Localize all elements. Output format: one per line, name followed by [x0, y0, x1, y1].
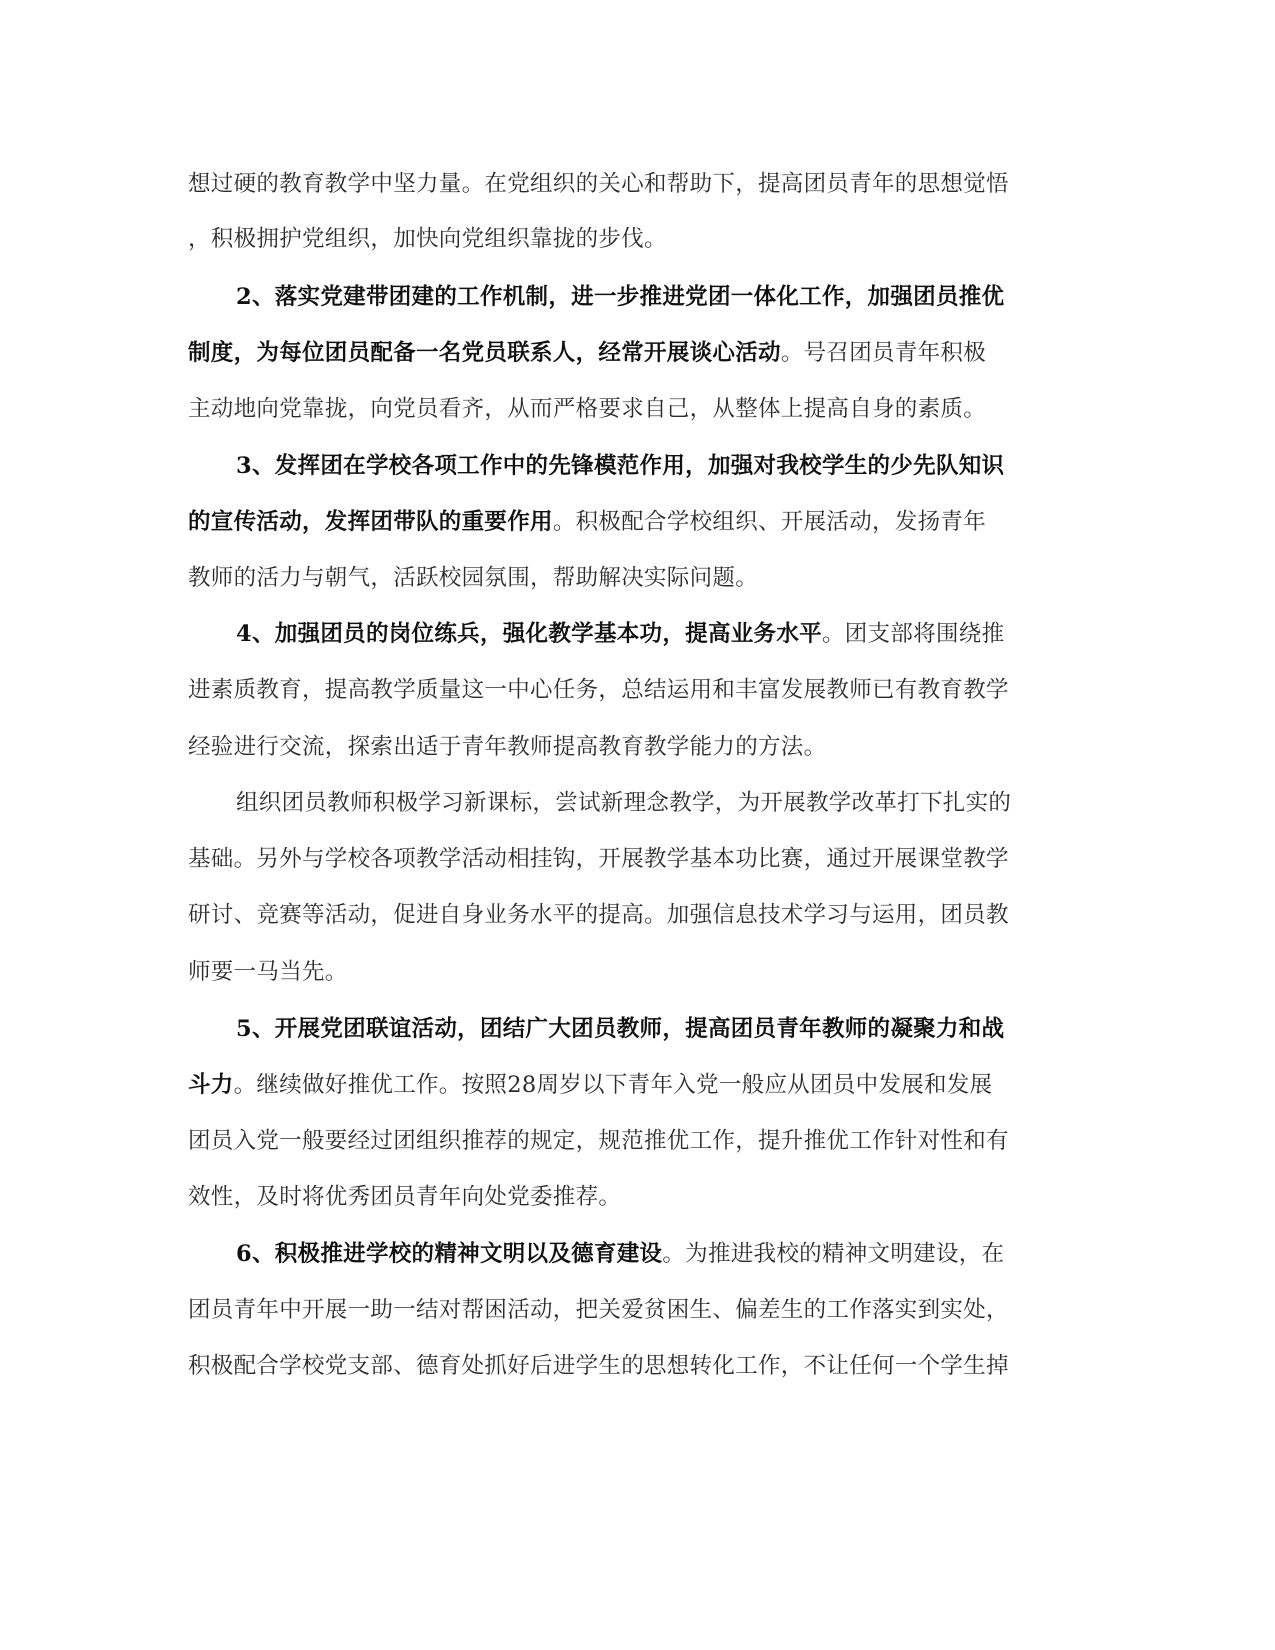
text-segment: 研讨、竞赛等活动，促进自身业务水平的提高。加强信息技术学习与运用，团员教	[188, 902, 1009, 928]
text-segment: 团员青年中开展一助一结对帮困活动，把关爱贫困生、偏差生的工作落实到实处，	[188, 1297, 1009, 1323]
paragraph-line	[236, 614, 1004, 654]
paragraph-line	[188, 1346, 1009, 1386]
paragraph-line	[188, 389, 986, 429]
paragraph-line	[188, 727, 826, 767]
paragraph-line	[188, 952, 348, 992]
paragraph-line	[236, 783, 1011, 823]
bold-text-segment: 的宣传活动，发挥团带队的重要作用	[188, 509, 553, 535]
bold-text-segment: 斗力	[188, 1072, 234, 1098]
paragraph-line	[188, 1177, 621, 1217]
text-segment: 。为推进我校的精神文明建设，在	[662, 1241, 1005, 1267]
paragraph-line	[188, 1065, 992, 1105]
paragraph-line	[188, 219, 667, 259]
text-segment: 团员入党一般要经过团组织推荐的规定，规范推优工作，提升推优工作针对性和有	[188, 1128, 1009, 1154]
text-segment: 。积极配合学校组织、开展活动，发扬青年	[552, 509, 987, 535]
bold-text-segment: 6、积极推进学校的精神文明以及德育建设	[236, 1241, 663, 1267]
paragraph-line	[188, 1290, 1009, 1330]
text-segment: 经验进行交流，探索出适于青年教师提高教育教学能力的方法。	[188, 734, 827, 760]
bold-text-segment: 3、发挥团在学校各项工作中的先锋模范作用，加强对我校学生的少先队知识	[236, 453, 1005, 479]
paragraph-line	[188, 670, 1009, 710]
paragraph-line	[188, 558, 758, 598]
paragraph-line	[188, 839, 1009, 879]
text-segment: 组织团员教师积极学习新课标，尝试新理念教学，为开展教学改革打下扎实的	[236, 790, 1012, 816]
text-segment: 效性，及时将优秀团员青年向处党委推荐。	[188, 1184, 622, 1210]
text-segment: 。团支部将围绕推	[821, 621, 1005, 647]
paragraph-line	[188, 1121, 1009, 1161]
text-segment: 基础。另外与学校各项教学活动相挂钩，开展教学基本功比赛，通过开展课堂教学	[188, 846, 1009, 872]
bold-text-segment: 2、落实党建带团建的工作机制，进一步推进党团一体化工作，加强团员推优	[236, 284, 1005, 310]
paragraph-line	[236, 277, 1004, 317]
paragraph-line	[236, 1234, 1004, 1274]
text-segment: 主动地向党靠拢，向党员看齐，从而严格要求自己，从整体上提高自身的素质。	[188, 396, 987, 422]
text-segment: 教师的活力与朝气，活跃校园氛围，帮助解决实际问题。	[188, 565, 759, 591]
text-segment: 进素质教育，提高教学质量这一中心任务，总结运用和丰富发展教师已有教育教学	[188, 677, 1009, 703]
paragraph-line	[188, 333, 986, 373]
paragraph-line	[188, 895, 1009, 935]
text-segment: 。继续做好推优工作。按照28周岁以下青年入党一般应从团员中发展和发展	[233, 1072, 993, 1098]
text-segment: 积极配合学校党支部、德育处抓好后进学生的思想转化工作，不让任何一个学生掉	[188, 1353, 1009, 1379]
paragraph-line	[188, 502, 986, 542]
text-segment: ，积极拥护党组织，加快向党组织靠拢的步伐。	[188, 226, 667, 252]
bold-text-segment: 4、加强团员的岗位练兵，强化教学基本功，提高业务水平	[236, 621, 822, 647]
text-segment: 师要一马当先。	[188, 959, 348, 985]
bold-text-segment: 制度，为每位团员配备一名党员联系人，经常开展谈心活动	[188, 340, 781, 366]
paragraph-line	[236, 1009, 1004, 1049]
paragraph-line	[236, 446, 1004, 486]
bold-text-segment: 5、开展党团联谊活动，团结广大团员教师，提高团员青年教师的凝聚力和战	[236, 1016, 1005, 1042]
text-segment: 。号召团员青年积极	[780, 340, 987, 366]
text-segment: 想过硬的教育教学中坚力量。在党组织的关心和帮助下，提高团员青年的思想觉悟	[188, 171, 1009, 197]
paragraph-line	[188, 164, 1009, 204]
